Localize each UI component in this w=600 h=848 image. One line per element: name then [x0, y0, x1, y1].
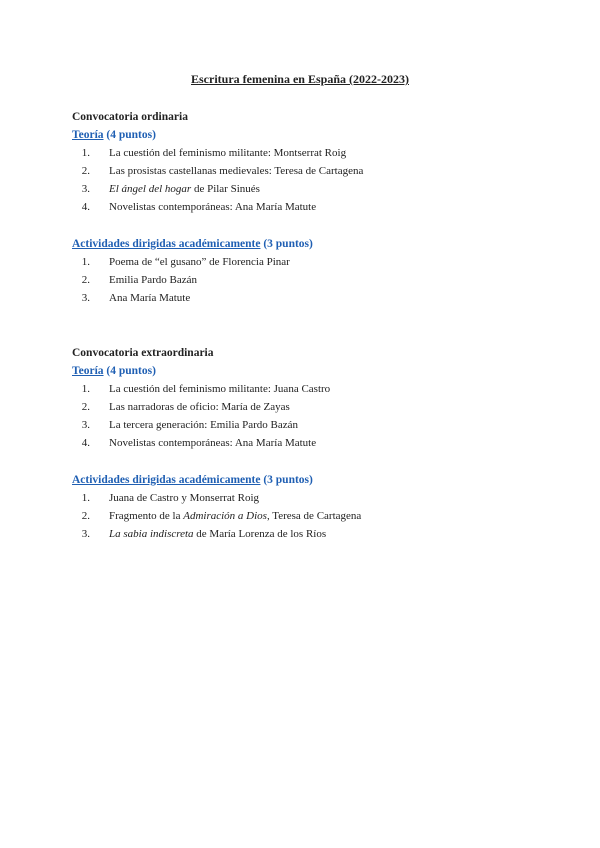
list-item — [72, 434, 552, 452]
list-text: La cuestión del feminismo militante: Montserrat Roig — [109, 147, 347, 159]
list-number: 4. — [81, 201, 90, 213]
list-text: Novelistas contemporáneas: Ana María Matute — [109, 201, 317, 213]
teoria-link[interactable]: Teoría — [72, 365, 104, 377]
teoria-list — [72, 380, 552, 452]
list-number: 1. — [81, 492, 90, 504]
section-extraordinaria — [72, 344, 552, 452]
actividades-link[interactable]: Actividades dirigidas académicamente — [72, 238, 261, 250]
list-item — [72, 398, 552, 416]
list-number: 1. — [81, 383, 90, 395]
list-item — [72, 180, 552, 198]
list-number: 3. — [81, 183, 90, 195]
list-item — [72, 507, 552, 525]
list-text: Ana María Matute — [109, 292, 191, 304]
teoria-subheading — [72, 362, 552, 380]
list-text: Poema de “el gusano” de Florencia Pinar — [109, 256, 290, 268]
list-text: La cuestión del feminismo militante: Juana Castro — [109, 383, 331, 395]
section-extraordinaria-actividades — [72, 471, 552, 543]
actividades-points: (3 puntos) — [260, 238, 313, 250]
list-item — [72, 271, 552, 289]
list-number: 1. — [81, 256, 90, 268]
section-heading: Convocatoria ordinaria — [72, 111, 188, 123]
list-text-italic: La sabia indiscreta — [109, 528, 194, 540]
list-text: La tercera generación: Emilia Pardo Bazán — [109, 419, 299, 431]
list-text-after: de María Lorenza de los Ríos — [193, 528, 327, 540]
actividades-link[interactable]: Actividades dirigidas académicamente — [72, 474, 261, 486]
list-text: Novelistas contemporáneas: Ana María Matute — [109, 437, 317, 449]
list-text: Juana de Castro y Monserrat Roig — [109, 492, 259, 504]
section-ordinaria-actividades — [72, 235, 552, 307]
list-item — [72, 416, 552, 434]
teoria-link[interactable]: Teoría — [72, 129, 104, 141]
list-text: Las prosistas castellanas medievales: Teresa de Cartagena — [109, 165, 364, 177]
list-text-after: de Pilar Sinués — [191, 183, 260, 195]
list-item — [72, 525, 552, 543]
list-number: 3. — [81, 292, 90, 304]
list-item — [72, 289, 552, 307]
list-text-after: , Teresa de Cartagena — [266, 510, 362, 522]
actividades-subheading — [72, 235, 552, 253]
section-heading: Convocatoria extraordinaria — [72, 347, 214, 359]
list-item — [72, 162, 552, 180]
teoria-points: (4 puntos) — [103, 365, 156, 377]
list-number: 2. — [81, 165, 90, 177]
actividades-list — [72, 253, 552, 307]
list-text: Fragmento de la — [109, 510, 184, 522]
actividades-list — [72, 489, 552, 543]
list-number: 2. — [81, 510, 90, 522]
actividades-points: (3 puntos) — [260, 474, 313, 486]
list-item — [72, 489, 552, 507]
list-number: 2. — [81, 274, 90, 286]
list-text-italic: Admiración a Dios — [183, 510, 267, 522]
list-item — [72, 198, 552, 216]
list-item — [72, 253, 552, 271]
actividades-subheading — [72, 471, 552, 489]
teoria-subheading — [72, 126, 552, 144]
list-number: 3. — [81, 528, 90, 540]
list-number: 1. — [81, 147, 90, 159]
section-ordinaria — [72, 108, 552, 216]
list-text: Las narradoras de oficio: María de Zayas — [109, 401, 290, 413]
teoria-points: (4 puntos) — [103, 129, 156, 141]
list-number: 3. — [81, 419, 90, 431]
list-number: 2. — [81, 401, 90, 413]
list-text-italic: El ángel del hogar — [109, 183, 192, 195]
list-item — [72, 380, 552, 398]
list-text: Emilia Pardo Bazán — [109, 274, 197, 286]
teoria-list — [72, 144, 552, 216]
list-item — [72, 144, 552, 162]
document-title: Escritura femenina en España (2022-2023) — [191, 72, 409, 86]
list-number: 4. — [81, 437, 90, 449]
